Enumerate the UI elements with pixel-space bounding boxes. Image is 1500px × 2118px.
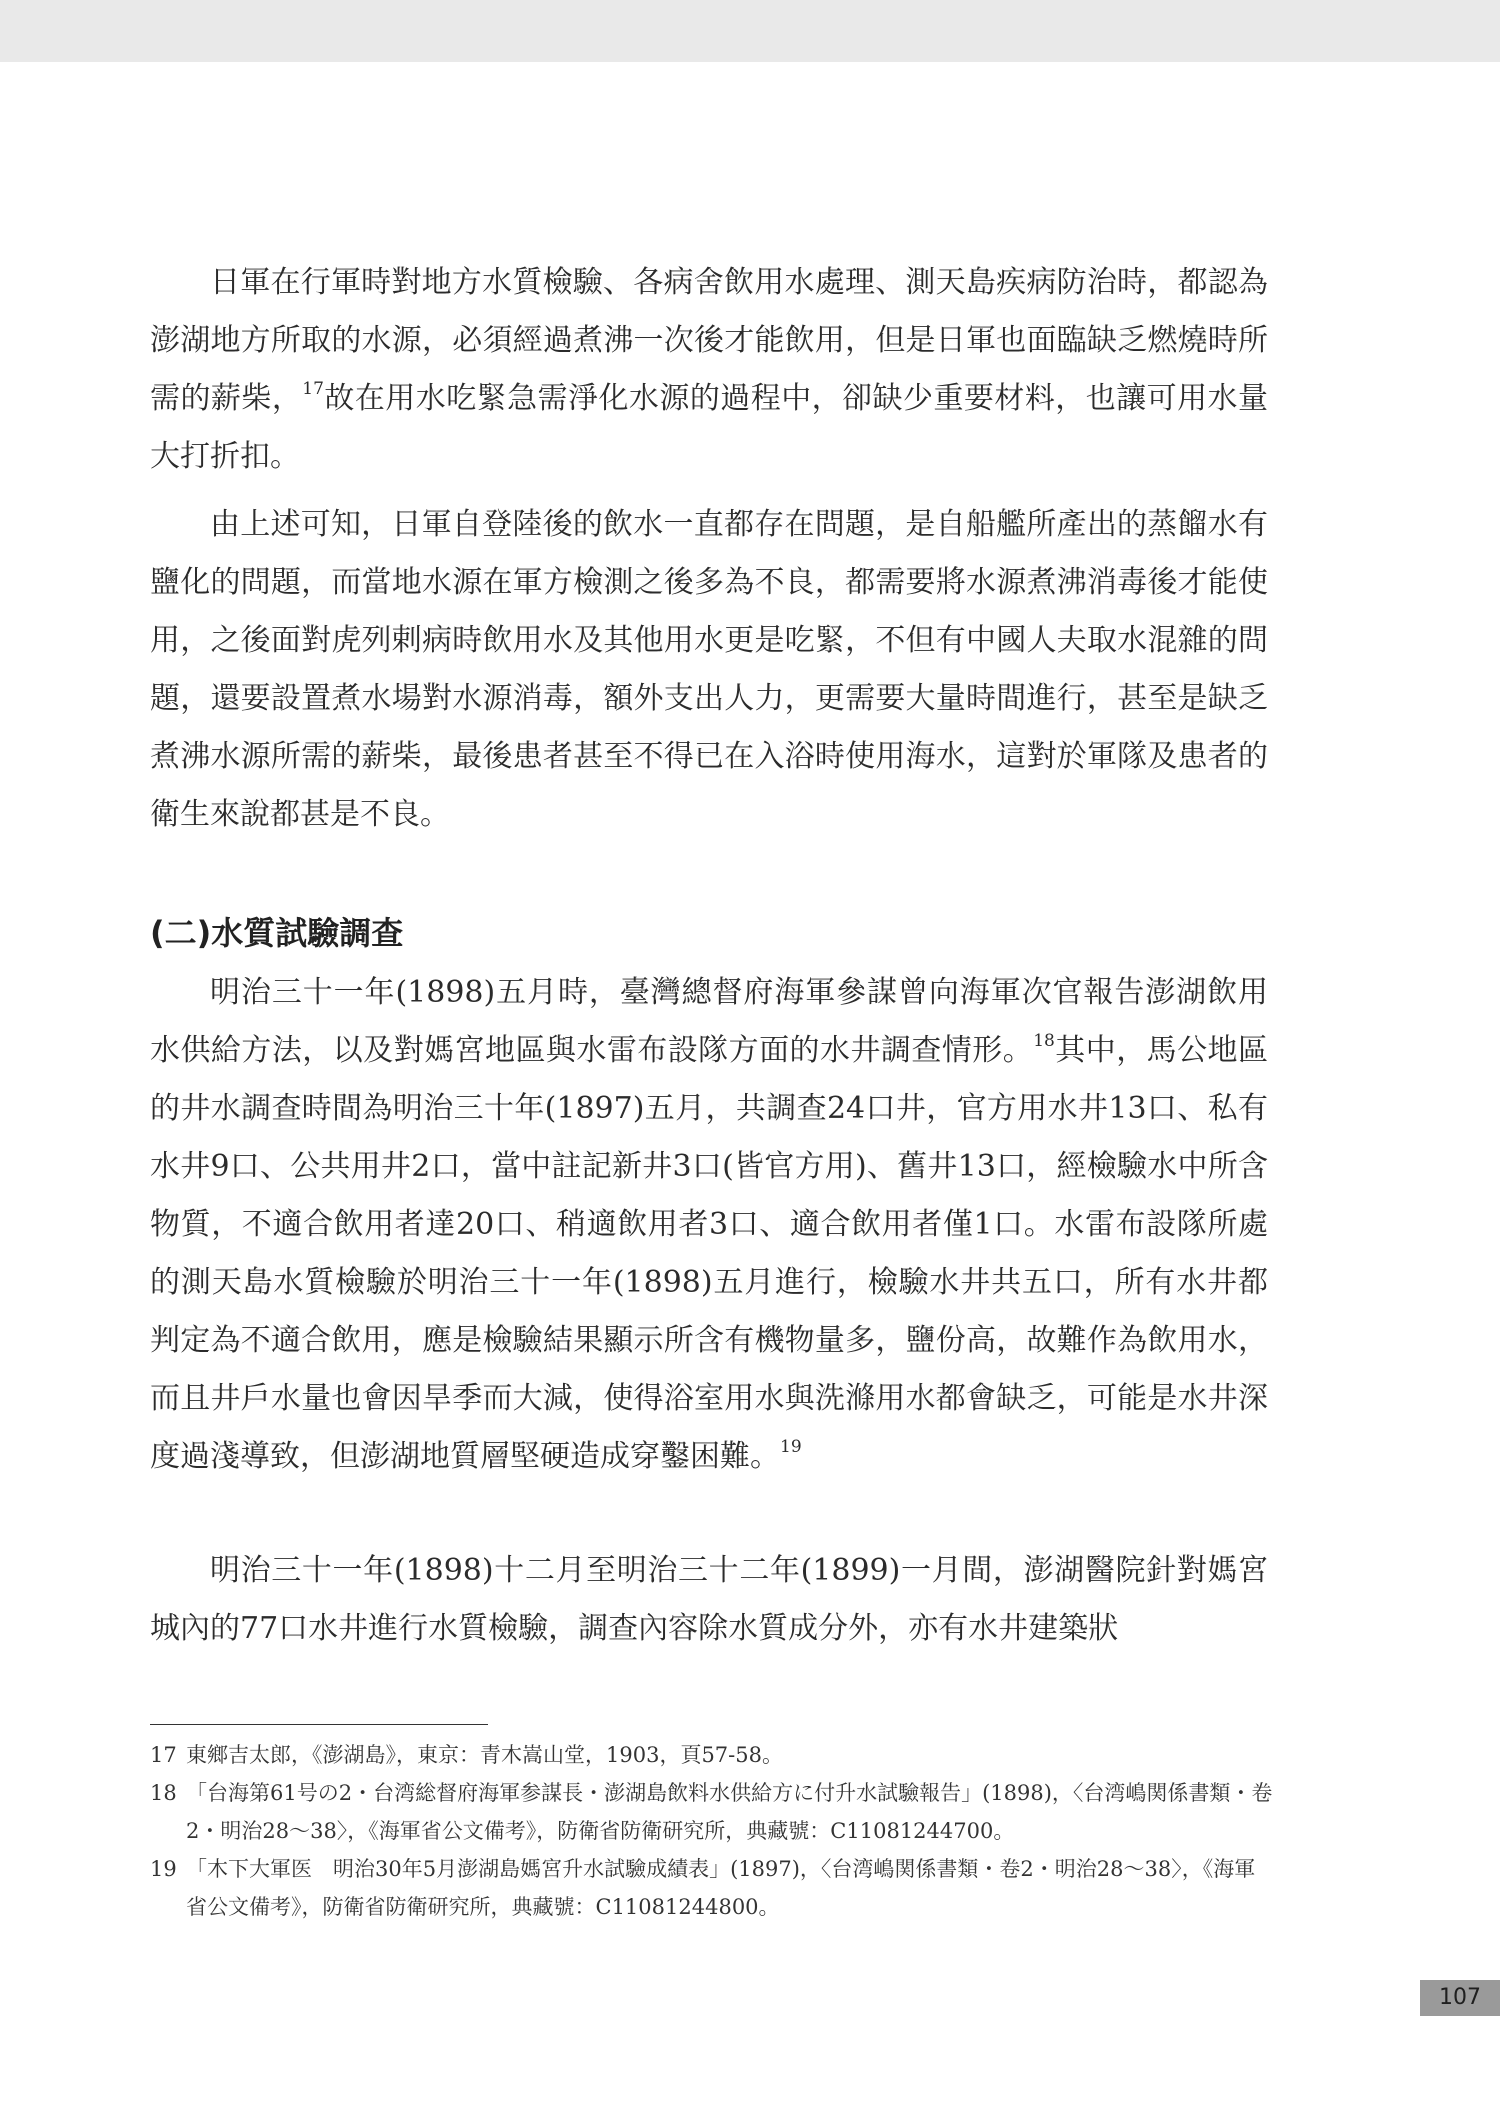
- paragraph-1: [150, 254, 1268, 486]
- paragraph-4: [150, 1542, 1268, 1658]
- footnote-text: 「台海第61号の2・台湾総督府海軍参謀長・澎湖島飲料水供給方に付升水試驗報告」(1898)，〈台湾嶋関係書類・卷2・明治28～38〉，《海軍省公文備考》，防衛省防衛研究所，典藏號：C11081244700。: [186, 1781, 1273, 1843]
- footnote-ref-18[interactable]: 18: [1033, 1031, 1055, 1051]
- footnotes: [150, 1736, 1275, 1926]
- paragraph-3: [150, 964, 1268, 1486]
- paragraph-3-segment: 明治三十一年(1898)五月時，臺灣總督府海軍參謀曾向海軍次官報告澎湖飲用水供給方法，以及對媽宮地區與水雷布設隊方面的水井調查情形。: [150, 975, 1268, 1068]
- footnote-number: 18: [150, 1781, 177, 1805]
- footnote-number: 17: [150, 1743, 177, 1767]
- footnote-ref-19[interactable]: 19: [780, 1437, 802, 1457]
- footnote-17: [150, 1736, 1275, 1774]
- paragraph-4-segment: 明治三十一年(1898)十二月至明治三十二年(1899)一月間，澎湖醫院針對媽宮城內的77口水井進行水質檢驗，調查內容除水質成分外，亦有水井建築狀: [150, 1553, 1268, 1646]
- paragraph-3-segment: 其中，馬公地區的井水調查時間為明治三十年(1897)五月，共調查24口井，官方用水井13口、私有水井9口、公共用井2口，當中註記新井3口(皆官方用)、舊井13口，經檢驗水中所含物質，不適合飲用者達20口、稍適飲用者3口、適合飲用者僅1口。水雷布設隊所處的測天島水質檢驗於明治三十一年(1898)五月進行，檢驗水井共五口，所有水井都判定為不適合飲用，應是檢驗結果顯示所含有機物量多，鹽份高，故難作為飲用水，而且井戶水量也會因旱季而大減，使得浴室用水與洗滌用水都會缺乏，可能是水井深度過淺導致，但澎湖地質層堅硬造成穿鑿困難。: [150, 1033, 1269, 1474]
- paragraph-4-text: [150, 1542, 1268, 1658]
- footnote-divider: [150, 1724, 488, 1725]
- paragraph-2-segment: 由上述可知，日軍自登陸後的飲水一直都存在問題，是自船艦所產出的蒸餾水有鹽化的問題，而當地水源在軍方檢測之後多為不良，都需要將水源煮沸消毒後才能使用，之後面對虎列剌病時飲用水及其他用水更是吃緊，不但有中國人夫取水混雜的問題，還要設置煮水場對水源消毒，額外支出人力，更需要大量時間進行，甚至是缺乏煮沸水源所需的薪柴，最後患者甚至不得已在入浴時使用海水，這對於軍隊及患者的衛生來說都甚是不良。: [150, 507, 1268, 832]
- paragraph-2: [150, 496, 1268, 844]
- page-number: 107: [1420, 1980, 1500, 2016]
- footnote-text: 東鄉吉太郎，《澎湖島》，東京：青木嵩山堂，1903，頁57-58。: [186, 1743, 783, 1767]
- footnote-text: 「木下大軍医 明治30年5月澎湖島媽宮升水試驗成績表」(1897)，〈台湾嶋関係書類・卷2・明治28～38〉，《海軍省公文備考》，防衛省防衛研究所，典藏號：C11081244800。: [186, 1857, 1256, 1919]
- paragraph-1-text: [150, 254, 1268, 486]
- section-heading: (二)水質試驗調查: [150, 914, 404, 952]
- paragraph-1-segment: 日軍在行軍時對地方水質檢驗、各病舍飲用水處理、測天島疾病防治時，都認為澎湖地方所取的水源，必須經過煮沸一次後才能飲用，但是日軍也面臨缺乏燃燒時所需的薪柴，: [150, 265, 1268, 416]
- footnote-19: [150, 1850, 1275, 1926]
- paragraph-1-segment: 故在用水吃緊急需淨化水源的過程中，卻缺少重要材料，也讓可用水量大打折扣。: [150, 381, 1269, 474]
- paragraph-2-text: [150, 496, 1268, 844]
- footnote-number: 19: [150, 1857, 177, 1881]
- paragraph-3-text: [150, 964, 1268, 1486]
- footnote-18: [150, 1774, 1275, 1850]
- scan-top-shadow: [0, 0, 1500, 62]
- footnote-ref-17[interactable]: 17: [302, 379, 324, 399]
